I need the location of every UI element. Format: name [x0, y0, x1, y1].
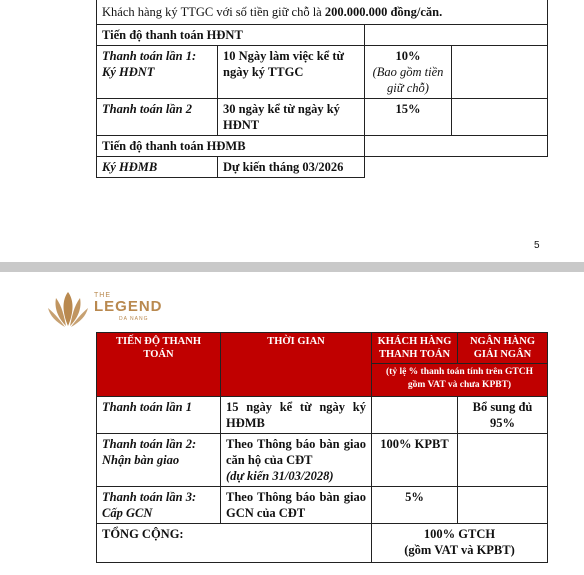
row2-time-cell [221, 434, 372, 487]
row1-label: Thanh toán lần 1: Ký HĐNT [97, 46, 218, 99]
empty-cell [365, 25, 548, 46]
document-page-2 [0, 272, 584, 575]
row1-customer [372, 397, 458, 434]
empty-cell [452, 99, 548, 136]
logo-sub: DA NANG [119, 316, 149, 322]
table-row [97, 25, 548, 46]
table-row [97, 397, 548, 434]
intro-cell [97, 0, 548, 25]
document-page-1 [0, 0, 584, 262]
row1-time: 10 Ngày làm việc kể từ ngày ký TTGC [218, 46, 365, 99]
row2-bank [458, 434, 548, 487]
row2-time: Theo Thông báo bàn giao căn hộ của CĐT [226, 437, 366, 467]
row3-label: Ký HĐMB [97, 157, 218, 178]
page-number: 5 [534, 240, 540, 251]
table-total-row [97, 524, 548, 563]
header-customer: KHÁCH HÀNG THANH TOÁN [372, 333, 458, 364]
table-row [97, 487, 548, 524]
section-hdnt-title: Tiến độ thanh toán HĐNT [97, 25, 365, 46]
intro-text: Khách hàng ký TTGC với số tiền giữ chỗ là [102, 5, 325, 19]
empty-cell [452, 46, 548, 99]
row1-label: Thanh toán lần 1 [97, 397, 221, 434]
empty-cell [365, 157, 548, 178]
table-row [97, 157, 548, 178]
row1-percent-cell [365, 46, 452, 99]
payment-table-hdmb [96, 332, 548, 563]
row2-customer: 100% KPBT [372, 434, 458, 487]
intro-amount: 200.000.000 đồng/căn. [324, 5, 443, 19]
table-row [97, 0, 548, 25]
row2-time: 30 ngày kể từ ngày ký HĐNT [218, 99, 365, 136]
row1-percent: 10% [395, 49, 421, 63]
table-row [97, 46, 548, 99]
table-row [97, 99, 548, 136]
section-hdmb-title: Tiến độ thanh toán HĐMB [97, 136, 365, 157]
total-value: 100% GTCH [423, 527, 496, 541]
header-time: THỜI GIAN [221, 333, 372, 397]
row2-time-note: (dự kiến 31/03/2028) [226, 469, 334, 483]
table-header-row [97, 333, 548, 364]
page-gap [0, 262, 584, 272]
row1-time: 15 ngày kể từ ngày ký HĐMB [221, 397, 372, 434]
header-subnote: (tỷ lệ % thanh toán tính trên GTCH gồm VAT và chưa KPBT) [372, 364, 548, 397]
payment-table-hdnt [96, 0, 548, 178]
row3-bank [458, 487, 548, 524]
total-value-cell [372, 524, 548, 563]
header-bank: NGÂN HÀNG GIẢI NGÂN [458, 333, 548, 364]
header-progress: TIẾN ĐỘ THANH TOÁN [97, 333, 221, 397]
row3-time: Theo Thông báo bàn giao GCN của CĐT [221, 487, 372, 524]
row1-note: (Bao gồm tiền giữ chỗ) [372, 65, 444, 95]
row2-label: Thanh toán lần 2: Nhận bàn giao [97, 434, 221, 487]
row1-bank: Bổ sung đủ 95% [458, 397, 548, 434]
empty-cell [365, 136, 548, 157]
row2-percent: 15% [365, 99, 452, 136]
row2-label: Thanh toán lần 2 [97, 99, 218, 136]
total-label: TỔNG CỘNG: [97, 524, 372, 563]
total-note: (gồm VAT và KPBT) [404, 543, 515, 557]
row3-customer: 5% [372, 487, 458, 524]
logo-legend: LEGEND [94, 298, 163, 315]
table-row [97, 434, 548, 487]
logo-the: THE [94, 292, 111, 299]
row3-label: Thanh toán lần 3: Cấp GCN [97, 487, 221, 524]
table-row [97, 136, 548, 157]
row3-time: Dự kiến tháng 03/2026 [218, 157, 365, 178]
